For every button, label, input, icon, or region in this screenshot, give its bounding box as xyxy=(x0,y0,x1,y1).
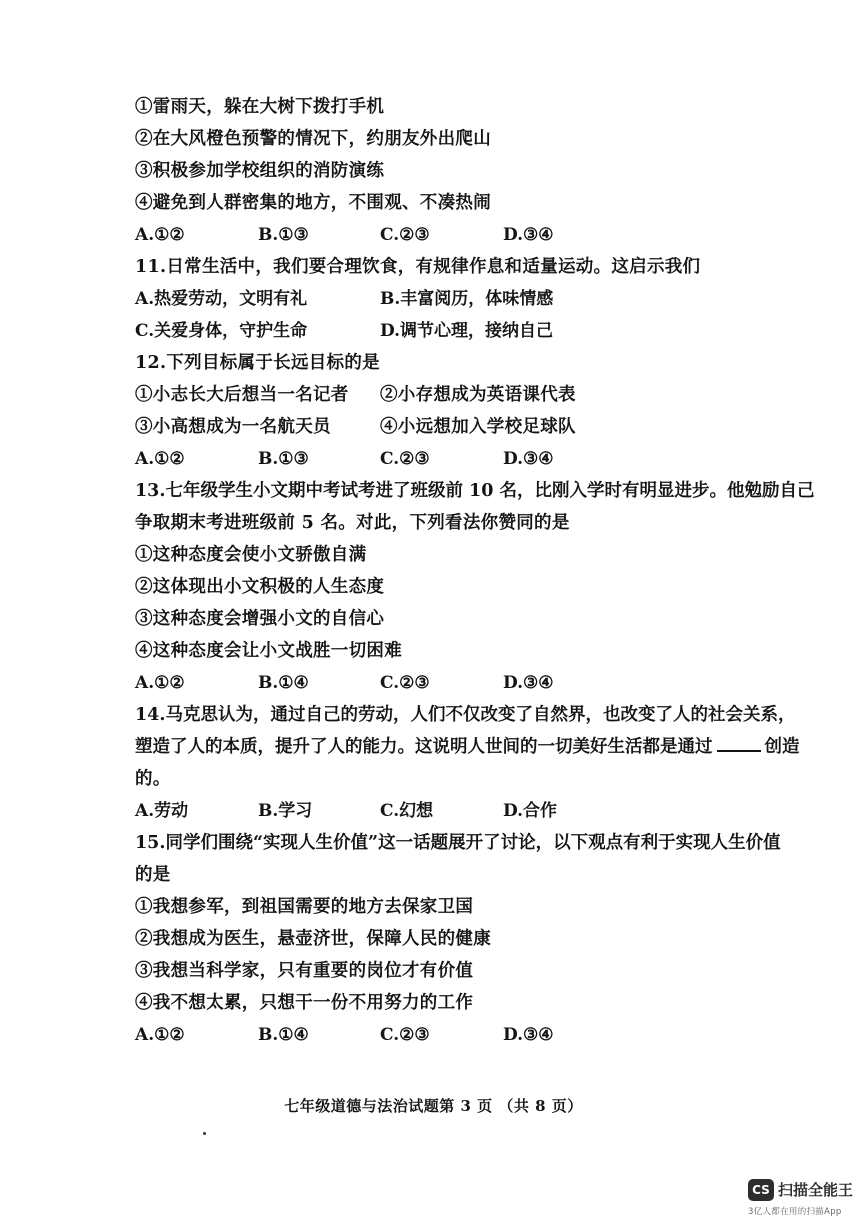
q15-option-b: B.①④ xyxy=(258,1025,309,1045)
q15-option-d: D.③④ xyxy=(503,1025,554,1045)
q15-option-c: C.②③ xyxy=(380,1025,430,1045)
q12-item-1: ①小志长大后想当一名记者 xyxy=(135,385,349,405)
q14-answer-blank xyxy=(717,736,761,752)
q13-item-1: ①这种态度会使小文骄傲自满 xyxy=(135,545,367,565)
q15-option-a: A.①② xyxy=(135,1025,185,1045)
q10-item-3: ③积极参加学校组织的消防演练 xyxy=(135,161,385,181)
q13-stem-line-2: 争取期末考进班级前 5 名。对此，下列看法你赞同的是 xyxy=(135,513,570,533)
q12-option-a: A.①② xyxy=(135,449,185,469)
q14-stem-line-3: 的。 xyxy=(135,769,171,789)
q10-option-c: C.②③ xyxy=(380,225,430,245)
q14-stem-line-2 xyxy=(135,736,800,758)
scan-speck xyxy=(203,1132,206,1135)
q14-stem-line-2-end: 创造 xyxy=(764,737,800,757)
watermark-brand: 扫描全能王 xyxy=(778,1181,854,1199)
q13-stem-line-1: 13.七年级学生小文期中考试考进了班级前 10 名，比刚入学时有明显进步。他勉励自己 xyxy=(135,481,815,501)
q10-option-b: B.①③ xyxy=(258,225,309,245)
q11-option-d: D.调节心理，接纳自己 xyxy=(380,321,554,341)
q10-option-d: D.③④ xyxy=(503,225,554,245)
q11-option-c: C.关爱身体，守护生命 xyxy=(135,321,308,341)
q11-option-b: B.丰富阅历，体味情感 xyxy=(380,289,554,309)
q13-option-d: D.③④ xyxy=(503,673,554,693)
q14-option-a: A.劳动 xyxy=(135,801,189,821)
q12-option-d: D.③④ xyxy=(503,449,554,469)
q12-option-b: B.①③ xyxy=(258,449,309,469)
q11-stem: 11.日常生活中，我们要合理饮食，有规律作息和适量运动。这启示我们 xyxy=(135,257,701,277)
q10-item-2: ②在大风橙色预警的情况下，约朋友外出爬山 xyxy=(135,129,491,149)
q13-option-a: A.①② xyxy=(135,673,185,693)
q15-item-1: ①我想参军，到祖国需要的地方去保家卫国 xyxy=(135,897,474,917)
q15-item-4: ④我不想太累，只想干一份不用努力的工作 xyxy=(135,993,474,1013)
watermark-tagline: 3亿人都在用的扫描App xyxy=(748,1207,842,1217)
q12-item-3: ③小高想成为一名航天员 xyxy=(135,417,331,437)
q14-stem-line-2-text: 塑造了人的本质，提升了人的能力。这说明人世间的一切美好生活都是通过 xyxy=(135,737,713,757)
q12-option-c: C.②③ xyxy=(380,449,430,469)
q14-option-d: D.合作 xyxy=(503,801,558,821)
q10-item-4: ④避免到人群密集的地方，不围观、不凑热闹 xyxy=(135,193,491,213)
q11-option-a: A.热爱劳动，文明有礼 xyxy=(135,289,308,309)
q13-item-3: ③这种态度会增强小文的自信心 xyxy=(135,609,385,629)
q13-item-2: ②这体现出小文积极的人生态度 xyxy=(135,577,385,597)
page-footer: 七年级道德与法治试题第 3 页 （共 8 页） xyxy=(284,1097,583,1115)
q15-stem-line-1: 15.同学们围绕“实现人生价值”这一话题展开了讨论，以下观点有利于实现人生价值 xyxy=(135,833,781,853)
q15-stem-line-2: 的是 xyxy=(135,865,171,885)
q13-item-4: ④这种态度会让小文战胜一切困难 xyxy=(135,641,402,661)
q10-option-a: A.①② xyxy=(135,225,185,245)
camscanner-logo-icon: CS xyxy=(748,1179,774,1201)
q10-item-1: ①雷雨天，躲在大树下拨打手机 xyxy=(135,97,385,117)
q15-item-3: ③我想当科学家，只有重要的岗位才有价值 xyxy=(135,961,474,981)
q13-option-b: B.①④ xyxy=(258,673,309,693)
q12-stem: 12.下列目标属于长远目标的是 xyxy=(135,353,380,373)
q15-item-2: ②我想成为医生，悬壶济世，保障人民的健康 xyxy=(135,929,491,949)
q14-option-c: C.幻想 xyxy=(380,801,434,821)
q14-stem-line-1: 14.马克思认为，通过自己的劳动，人们不仅改变了自然界，也改变了人的社会关系， xyxy=(135,705,796,725)
q12-item-4: ④小远想加入学校足球队 xyxy=(380,417,576,437)
q12-item-2: ②小存想成为英语课代表 xyxy=(380,385,576,405)
q13-option-c: C.②③ xyxy=(380,673,430,693)
scanner-watermark xyxy=(748,1177,864,1225)
q14-option-b: B.学习 xyxy=(258,801,313,821)
